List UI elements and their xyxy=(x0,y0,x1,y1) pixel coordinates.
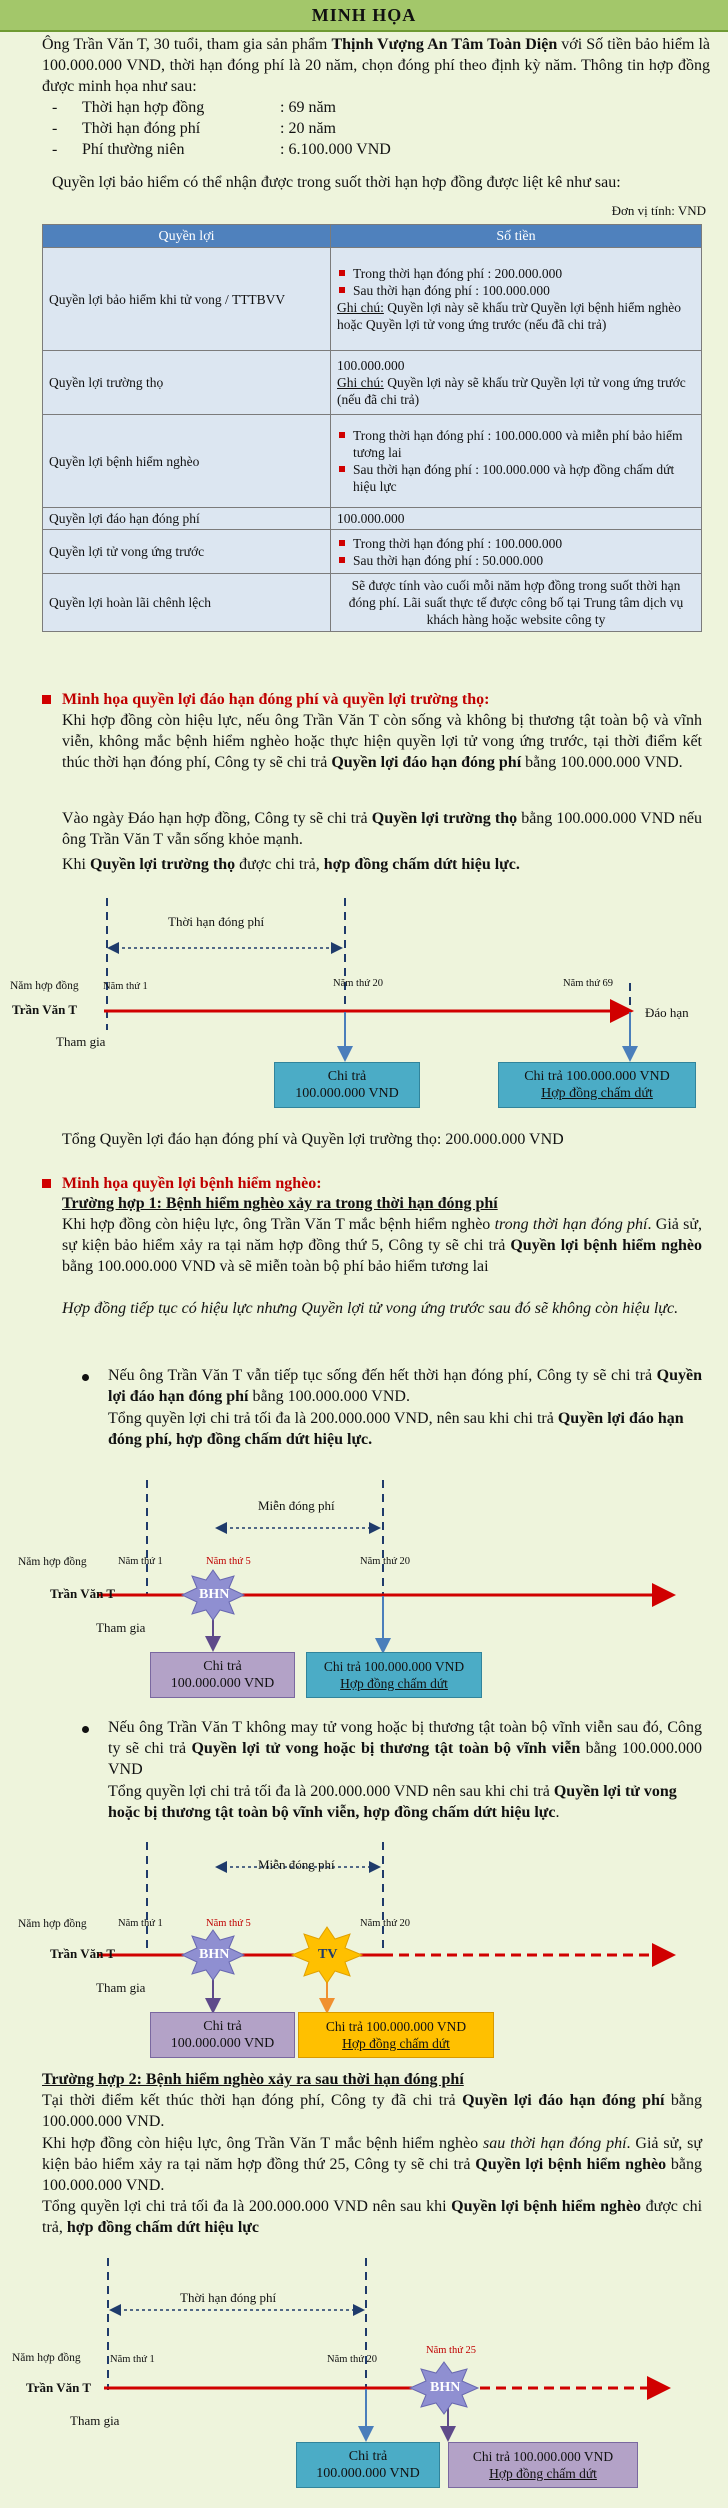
text: Khi hợp đồng còn hiệu lực, ông Trần Văn T mắc bệnh hiểm nghèo xyxy=(42,2135,484,2152)
insured-name: Trần Văn T xyxy=(50,1586,116,1601)
box-text: Hợp đồng chấm dứt xyxy=(489,2466,597,2481)
page-title: MINH HỌA xyxy=(311,5,417,25)
bhn-label: BHN xyxy=(199,1947,230,1962)
year-label: Năm thứ 20 xyxy=(360,1918,411,1929)
italic-text: sau thời hạn đóng phí xyxy=(483,2135,627,2152)
benefit-name: Quyền lợi tử vong ứng trước xyxy=(43,530,331,574)
payout-box xyxy=(498,1062,696,1108)
year-label: Năm thứ 5 xyxy=(206,1556,251,1567)
bullet-paragraph xyxy=(108,1365,702,1407)
box-text: 100.000.000 VND xyxy=(316,2466,420,2481)
note-label: Ghi chú: xyxy=(337,300,384,315)
insured-name: Trần Văn T xyxy=(12,1002,78,1017)
text: bằng 100.000.000 VND. xyxy=(42,2156,703,2194)
bhn-label: BHN xyxy=(199,1587,230,1602)
bold-text: Quyền lợi đáo hạn đóng phí xyxy=(108,1367,702,1405)
section-paragraph: Hợp đồng tiếp tục có hiệu lực nhưng Quyền lợi tử vong ứng trước sau đó sẽ không còn hiệu lực. xyxy=(62,1300,679,1317)
text: Tổng quyền lợi chi trả tối đa là 200.000.000 VND nên sau khi xyxy=(42,2198,452,2215)
text: Khi xyxy=(62,856,90,873)
section-paragraph xyxy=(62,1214,702,1277)
text: bằng 100.000.000 VND. xyxy=(248,1388,410,1405)
section-heading: Minh họa quyền lợi bệnh hiểm nghèo: xyxy=(62,1175,322,1192)
year-label: Năm thứ 25 xyxy=(426,2345,477,2356)
text: Khi hợp đồng còn hiệu lực, nếu ông Trần Văn T còn sống và không bị thương tật toàn bộ và vĩnh viễn, không mắc bệnh hiểm nghèo hoặc thực hiện quyền lợi tử vong ứng trước, tại thời điểm kết thúc thời hạn đóng phí, Công ty sẽ chi trả xyxy=(62,712,702,771)
amount-bullet: Trong thời hạn đóng phí : 100.000.000 xyxy=(337,535,695,552)
year-label: Năm thứ 69 xyxy=(563,978,614,989)
text: bằng 100.000.000 VND xyxy=(108,1740,702,1778)
info-value: : 6.100.000 VND xyxy=(280,141,391,158)
payout-box xyxy=(306,1652,482,1698)
text: Nếu ông Trần Văn T không may tử vong hoặc bị thương tật toàn bộ vĩnh viễn sau đó, Công ty sẽ chi trả xyxy=(108,1719,702,1757)
year-label: Năm thứ 1 xyxy=(118,1556,163,1567)
join-label: Tham gia xyxy=(70,2413,120,2428)
join-label: Tham gia xyxy=(96,1980,146,1995)
payout-box xyxy=(296,2442,440,2488)
bhn-label: BHN xyxy=(430,2380,461,2395)
box-text: Chi trả 100.000.000 VND xyxy=(524,1069,670,1084)
note-text: Quyền lợi này sẽ khấu trừ Quyền lợi tử vong ứng trước (nếu đã chi trả) xyxy=(337,375,686,407)
case-heading: Trường hợp 2: Bệnh hiểm nghèo xảy ra sau thời hạn đóng phí xyxy=(42,2071,464,2088)
timeline-4 xyxy=(104,2258,665,2438)
bold-text: Quyền lợi bệnh hiểm nghèo xyxy=(451,2198,642,2215)
amount-bullet: Trong thời hạn đóng phí : 100.000.000 và miễn phí bảo hiểm tương lai xyxy=(337,427,695,461)
start-label: Năm hợp đồng xyxy=(10,980,79,992)
box-text: Chi trả xyxy=(203,2019,242,2034)
payout-box xyxy=(150,1652,295,1698)
intro-text: Ông Trần Văn T, 30 tuổi, tham gia sản phẩm xyxy=(42,36,332,53)
text: Tổng quyền lợi chi trả tối đa là 200.000.000 VND, nên sau khi chi trả xyxy=(108,1410,558,1427)
amount-bullet: Sau thời hạn đóng phí : 100.000.000 xyxy=(337,282,695,299)
year-label: Năm thứ 1 xyxy=(110,2354,155,2365)
bold-text: Quyền lợi bệnh hiểm nghèo xyxy=(475,2156,667,2173)
bold-text: Quyền lợi đáo hạn đóng phí, hợp đồng chấm dứt hiệu lực. xyxy=(108,1410,684,1448)
note-label: Ghi chú: xyxy=(337,375,384,390)
amount-bullet: Sau thời hạn đóng phí : 100.000.000 và hợp đồng chấm dứt hiệu lực xyxy=(337,461,695,495)
join-label: Tham gia xyxy=(96,1620,146,1635)
section-bullet-icon xyxy=(42,1179,51,1188)
year-label: Năm thứ 1 xyxy=(118,1918,163,1929)
product-name: Thịnh Vượng An Tâm Toàn Diện xyxy=(331,36,558,53)
box-text: Chi trả xyxy=(327,1069,367,1084)
year-label: Năm thứ 20 xyxy=(327,2354,378,2365)
italic-text: trong thời hạn đóng phí xyxy=(494,1216,648,1233)
box-text: Chi trả 100.000.000 VND xyxy=(472,2449,614,2464)
info-value: : 69 năm xyxy=(280,99,336,116)
text: được chi trả, xyxy=(42,2198,703,2236)
info-value: : 20 năm xyxy=(280,120,336,137)
benefit-name: Quyền lợi bệnh hiểm nghèo xyxy=(43,415,331,508)
section-heading: Minh họa quyền lợi đáo hạn đóng phí và quyền lợi trường thọ: xyxy=(62,691,490,708)
text: . xyxy=(555,1804,560,1821)
total-line: Tổng Quyền lợi đáo hạn đóng phí và Quyền lợi trường thọ: 200.000.000 VND xyxy=(62,1131,564,1148)
section-paragraph xyxy=(42,2133,702,2196)
bullet-paragraph xyxy=(108,1408,702,1450)
text: được chi trả, xyxy=(235,856,324,873)
bullet-paragraph xyxy=(108,1717,702,1780)
period-label: Miễn đóng phí xyxy=(258,1498,335,1513)
text: bằng 100.000.000 VND nếu ông Trần Văn T vẫn sống khỏe mạnh. xyxy=(62,810,703,848)
benefit-name: Quyền lợi hoàn lãi chênh lệch xyxy=(43,574,331,632)
benefit-name: Quyền lợi đáo hạn đóng phí xyxy=(43,508,331,530)
info-label: Thời hạn đóng phí xyxy=(82,120,201,137)
intro-text: với Số tiền bảo hiểm là 100.000.000 VND, thời hạn đóng phí là 20 năm, chọn đóng phí theo định kỳ năm. Thông tin hợp đồng được minh họa như sau: xyxy=(42,36,711,95)
bold-text: Quyền lợi bệnh hiểm nghèo xyxy=(510,1237,702,1254)
box-text: 100.000.000 VND xyxy=(295,1086,399,1101)
box-text: 100.000.000 VND xyxy=(170,2036,275,2051)
dash: - xyxy=(52,99,58,116)
amount-text: 100.000.000 xyxy=(337,358,405,373)
start-label: Năm hợp đồng xyxy=(18,1556,87,1568)
box-text: Chi trả 100.000.000 VND xyxy=(325,2019,467,2034)
box-text: Hợp đồng chấm dứt xyxy=(541,1086,653,1101)
text: . Giả sử, sự kiện bảo hiểm xảy ra tại năm hợp đồng thứ 5, Công ty sẽ chi trả xyxy=(62,1216,703,1254)
benefit-amount: Sẽ được tính vào cuối mỗi năm hợp đồng trong suốt thời hạn đóng phí. Lãi suất thực tế được công bố tại Trung tâm dịch vụ khách hàng hoặc website công ty xyxy=(331,574,702,632)
note-text: Quyền lợi này sẽ khấu trừ Quyền lợi bệnh hiểm nghèo hoặc Quyền lợi tử vong ứng trước (nếu đã chi trả) xyxy=(337,300,682,332)
bold-text: Quyền lợi tử vong hoặc bị thương tật toàn bộ vĩnh viễn, hợp đồng chấm dứt hiệu lực xyxy=(108,1783,677,1821)
box-text: Hợp đồng chấm dứt xyxy=(340,1676,448,1691)
period-label: Miễn đóng phí xyxy=(258,1857,335,1872)
amount-bullet: Sau thời hạn đóng phí : 50.000.000 xyxy=(337,552,695,569)
column-header: Quyền lợi xyxy=(43,225,331,248)
insured-name: Trần Văn T xyxy=(50,1946,116,1961)
bullet-dot xyxy=(82,1726,89,1733)
amount-bullet: Trong thời hạn đóng phí : 200.000.000 xyxy=(337,265,695,282)
bold-text: Quyền lợi tử vong hoặc bị thương tật toàn bộ vĩnh viễn xyxy=(191,1740,581,1757)
year-label: Năm thứ 20 xyxy=(333,978,384,989)
bold-text: Quyền lợi trường thọ xyxy=(371,810,518,827)
bold-text: hợp đồng chấm dứt hiệu lực xyxy=(66,2219,259,2236)
period-label: Thời hạn đóng phí xyxy=(168,914,265,929)
year-label: Năm thứ 1 xyxy=(103,981,148,992)
benefit-name: Quyền lợi bảo hiểm khi tử vong / TTTBVV xyxy=(43,248,331,351)
year-label: Năm thứ 5 xyxy=(206,1918,251,1929)
text: Tại thời điểm kết thúc thời hạn đóng phí, Công ty đã chi trả xyxy=(42,2092,463,2109)
bold-text: hợp đồng chấm dứt hiệu lực. xyxy=(323,856,520,873)
start-label: Năm hợp đồng xyxy=(18,1918,87,1930)
section-paragraph xyxy=(42,2090,702,2132)
bold-text: Quyền lợi trường thọ xyxy=(90,856,236,873)
text: . Giả sử, sự kiện bảo hiểm xảy ra tại năm hợp đồng thứ 25, Công ty sẽ chi trả xyxy=(42,2135,702,2173)
year-label: Năm thứ 20 xyxy=(360,1556,411,1567)
benefit-amount: 100.000.000 xyxy=(331,508,702,530)
section-paragraph xyxy=(42,2196,702,2238)
text: bằng 100.000.000 VND. xyxy=(521,754,683,771)
join-label: Tham gia xyxy=(56,1034,106,1049)
dash: - xyxy=(52,120,58,137)
text: bằng 100.000.000 VND. xyxy=(42,2092,703,2130)
payout-box xyxy=(274,1062,420,1108)
payout-box xyxy=(150,2012,295,2058)
text: Nếu ông Trần Văn T vẫn tiếp tục sống đến hết thời hạn đóng phí, Công ty sẽ chi trả xyxy=(108,1367,657,1384)
column-header: Số tiền xyxy=(331,225,702,248)
text: Vào ngày Đáo hạn hợp đồng, Công ty sẽ chi trả xyxy=(62,810,372,827)
case-heading: Trường hợp 1: Bệnh hiểm nghèo xảy ra trong thời hạn đóng phí xyxy=(62,1195,498,1212)
insured-name: Trần Văn T xyxy=(26,2380,92,2395)
text: Tổng quyền lợi chi trả tối đa là 200.000.000 VND nên sau khi chi trả xyxy=(108,1783,554,1800)
period-label: Thời hạn đóng phí xyxy=(180,2290,277,2305)
text: Khi hợp đồng còn hiệu lực, ông Trần Văn T mắc bệnh hiểm nghèo xyxy=(62,1216,495,1233)
bold-text: Quyền lợi đáo hạn đóng phí xyxy=(462,2092,665,2109)
payout-box xyxy=(298,2012,494,2058)
text: bằng 100.000.000 VND và sẽ miễn toàn bộ phí bảo hiểm tương lai xyxy=(62,1258,489,1275)
info-label: Phí thường niên xyxy=(82,141,185,158)
start-label: Năm hợp đồng xyxy=(12,2352,81,2364)
tv-label: TV xyxy=(318,1947,338,1962)
bullet-dot xyxy=(82,1374,89,1381)
box-text: Chi trả xyxy=(348,2449,388,2464)
box-text: 100.000.000 VND xyxy=(170,1676,275,1691)
bullet-paragraph xyxy=(108,1781,702,1823)
maturity-label: Đáo hạn xyxy=(645,1005,689,1020)
benefits-intro: Quyền lợi bảo hiểm có thể nhận được trong suốt thời hạn hợp đồng được liệt kê như sau: xyxy=(52,174,621,191)
payout-box xyxy=(448,2442,638,2488)
benefit-name: Quyền lợi trường thọ xyxy=(43,351,331,415)
box-text: Chi trả xyxy=(203,1659,242,1674)
box-text: Hợp đồng chấm dứt xyxy=(342,2036,450,2051)
box-text: Chi trả 100.000.000 VND xyxy=(323,1659,465,1674)
info-label: Thời hạn hợp đồng xyxy=(82,99,205,116)
dash: - xyxy=(52,141,58,158)
bold-text: Quyền lợi đáo hạn đóng phí xyxy=(331,754,522,771)
unit-label: Đơn vị tính: VND xyxy=(611,203,706,218)
